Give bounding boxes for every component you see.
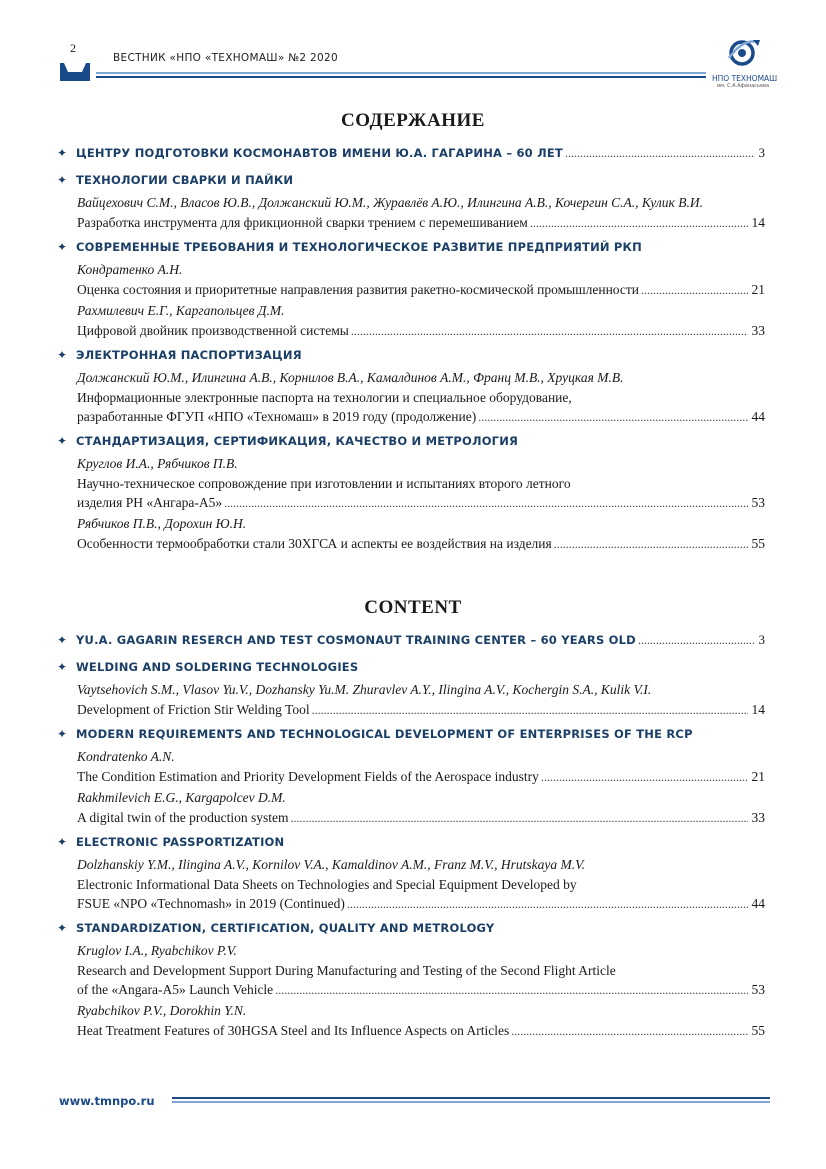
entry-title-line [77, 213, 765, 233]
page-ref: 33 [751, 323, 765, 338]
entry-title-line [77, 534, 765, 554]
leader-dots [290, 809, 747, 828]
entry-title-line [77, 280, 765, 300]
section-title: MODERN REQUIREMENTS AND TECHNOLOGICAL DEVELOPMENT OF ENTERPRISES OF THE RCP [76, 727, 693, 741]
entry-title-line: Научно-техническое сопровождение при изготовлении и испытаниях второго летного [77, 476, 571, 491]
entry-authors: Рахмилевич Е.Г., Каргапольцев Д.М. [77, 303, 285, 318]
entry-authors: Vaytsehovich S.M., Vlasov Yu.V., Dozhansky Yu.M. Zhuravlev A.Y., Ilingina A.V., Kochergin S.A., Kulik V.I. [77, 682, 652, 697]
entry-title-line [77, 808, 765, 828]
toc-entry[interactable] [57, 1001, 765, 1041]
toc-top-item[interactable] [57, 145, 765, 163]
leader-dots [641, 281, 748, 300]
toc-top-item[interactable] [57, 632, 765, 650]
entry-authors: Кондратенко А.Н. [77, 262, 183, 277]
star-bullet-icon: ✦ [57, 921, 68, 935]
entry-authors: Круглов И.А., Рябчиков П.В. [77, 456, 238, 471]
leader-dots [565, 146, 755, 161]
entry-title-line [77, 321, 765, 341]
page-ref: 14 [751, 702, 765, 717]
section-title: STANDARDIZATION, CERTIFICATION, QUALITY AND METROLOGY [76, 921, 495, 935]
entry-title-text: Heat Treatment Features of 30HGSA Steel and Its Influence Aspects on Articles [77, 1023, 510, 1038]
star-bullet-icon: ✦ [57, 348, 68, 362]
entry-title-line [77, 407, 765, 427]
entry-authors: Kondratenko A.N. [77, 749, 175, 764]
toc-section-heading [57, 660, 765, 678]
entry-title-text: A digital twin of the production system [77, 810, 289, 825]
leader-dots [347, 895, 748, 914]
contents-title-ru: СОДЕРЖАНИЕ [341, 110, 485, 131]
page-ref: 14 [751, 215, 765, 230]
section-title: СТАНДАРТИЗАЦИЯ, СЕРТИФИКАЦИЯ, КАЧЕСТВО И МЕТРОЛОГИЯ [76, 434, 519, 448]
section-title: ELECTRONIC PASSPORTIZATION [76, 835, 285, 849]
toc-top-item-title: YU.A. GAGARIN RESERCH AND TEST COSMONAUT TRAINING CENTER – 60 YEARS OLD [76, 633, 636, 647]
section-title: WELDING AND SOLDERING TECHNOLOGIES [76, 660, 359, 674]
entry-authors: Вайцехович С.М., Власов Ю.В., Должанский Ю.М., Журавлёв А.Ю., Илингина А.В., Кочергин С.А., Кулик В.И. [77, 195, 703, 210]
entry-title-line: Информационные электронные паспорта на технологии и специальное оборудование, [77, 390, 572, 405]
star-bullet-icon: ✦ [57, 146, 68, 160]
page-ref: 44 [751, 896, 765, 911]
toc-section-heading [57, 173, 765, 191]
leader-dots [351, 322, 748, 341]
entry-authors: Rakhmilevich E.G., Kargapolcev D.M. [77, 790, 286, 805]
toc-entry[interactable] [57, 193, 765, 233]
table-of-contents-en [57, 632, 765, 1048]
page-ref: 55 [751, 1023, 765, 1038]
toc-entry[interactable] [57, 260, 765, 300]
entry-title-line [77, 1021, 765, 1041]
toc-top-item-title: ЦЕНТРУ ПОДГОТОВКИ КОСМОНАВТОВ ИМЕНИ Ю.А. ГАГАРИНА – 60 ЛЕТ [76, 146, 563, 160]
star-bullet-icon: ✦ [57, 240, 68, 254]
entry-authors: Kruglov I.A., Ryabchikov P.V. [77, 943, 237, 958]
toc-section-heading [57, 240, 765, 258]
toc-entry[interactable] [57, 680, 765, 720]
toc-entry[interactable] [57, 368, 765, 427]
toc-entry[interactable] [57, 454, 765, 513]
page-ref: 3 [758, 145, 765, 160]
section-title: СОВРЕМЕННЫЕ ТРЕБОВАНИЯ И ТЕХНОЛОГИЧЕСКОЕ РАЗВИТИЕ ПРЕДПРИЯТИЙ РКП [76, 240, 642, 254]
entry-title-text: The Condition Estimation and Priority Development Fields of the Aerospace industry [77, 769, 539, 784]
entry-title-line [77, 767, 765, 787]
star-bullet-icon: ✦ [57, 173, 68, 187]
leader-dots [224, 494, 747, 513]
entry-title-text: FSUE «NPO «Technomash» in 2019 (Continued) [77, 896, 345, 911]
star-bullet-icon: ✦ [57, 434, 68, 448]
leader-dots [530, 214, 748, 233]
entry-title-line [77, 980, 765, 1000]
footer-url-link[interactable]: www.tmnpo.ru [59, 1094, 155, 1108]
entry-title-text: Оценка состояния и приоритетные направления развития ракетно-космической промышленности [77, 282, 639, 297]
entry-title-line [77, 493, 765, 513]
page-ref: 55 [751, 536, 765, 551]
entry-title-line: Electronic Informational Data Sheets on Technologies and Special Equipment Developed by [77, 877, 577, 892]
page-ref: 21 [751, 769, 765, 784]
section-title: ЭЛЕКТРОННАЯ ПАСПОРТИЗАЦИЯ [76, 348, 302, 362]
leader-dots [554, 535, 748, 554]
leader-dots [312, 701, 748, 720]
page-ref: 53 [751, 495, 765, 510]
journal-title: ВЕСТНИК «НПО «ТЕХНОМАШ» №2 2020 [113, 52, 338, 64]
toc-entry[interactable] [57, 747, 765, 787]
toc-entry[interactable] [57, 301, 765, 341]
leader-dots [511, 1022, 747, 1041]
leader-dots [275, 981, 747, 1000]
entry-title-text: Разработка инструмента для фрикционной сварки трением с перемешиванием [77, 215, 528, 230]
star-bullet-icon: ✦ [57, 660, 68, 674]
leader-dots [638, 633, 755, 648]
logo-emblem-icon [723, 36, 763, 68]
entry-authors: Ryabchikov P.V., Dorokhin Y.N. [77, 1003, 247, 1018]
logo-subtitle: им. С.А.Афанасьева [716, 83, 770, 89]
entry-authors: Dolzhanskiy Y.M., Ilingina A.V., Kornilov V.A., Kamaldinov A.M., Franz M.V., Hrutskaya M.V. [77, 857, 586, 872]
entry-authors: Рябчиков П.В., Дорохин Ю.Н. [77, 516, 247, 531]
contents-title-en: CONTENT [364, 597, 462, 618]
entry-title-line: Research and Development Support During Manufacturing and Testing of the Second Flight Article [77, 963, 616, 978]
entry-title-text: изделия РН «Ангара-А5» [77, 495, 223, 510]
footer-rule [172, 1097, 770, 1105]
toc-entry[interactable] [57, 855, 765, 914]
corner-mark-icon [60, 63, 90, 81]
page-ref: 33 [751, 810, 765, 825]
toc-section-heading [57, 727, 765, 745]
entry-title-text: Особенности термообработки стали 30ХГСА и аспекты ее воздействия на изделия [77, 536, 552, 551]
leader-dots [478, 408, 747, 427]
entry-title-text: разработанные ФГУП «НПО «Техномаш» в 2019 году (продолжение) [77, 409, 477, 424]
toc-section-heading [57, 434, 765, 452]
entry-title-line [77, 894, 765, 914]
entry-title-text: Цифровой двойник производственной системы [77, 323, 349, 338]
toc-entry[interactable] [57, 788, 765, 828]
toc-entry[interactable] [57, 941, 765, 1000]
page-ref: 3 [758, 632, 765, 647]
entry-title-text: Development of Friction Stir Welding Tool [77, 702, 310, 717]
leader-dots [541, 768, 748, 787]
section-title: ТЕХНОЛОГИИ СВАРКИ И ПАЙКИ [76, 173, 294, 187]
toc-section-heading [57, 921, 765, 939]
page-ref: 53 [751, 982, 765, 997]
table-of-contents-ru [57, 145, 765, 561]
company-logo [712, 36, 778, 89]
entry-title-line [77, 700, 765, 720]
page-ref: 21 [751, 282, 765, 297]
entry-title-text: of the «Angara-A5» Launch Vehicle [77, 982, 274, 997]
header-rule [96, 72, 706, 80]
page-number: 2 [70, 41, 76, 55]
star-bullet-icon: ✦ [57, 633, 68, 647]
toc-section-heading [57, 348, 765, 366]
logo-name: НПО ТЕХНОМАШ [712, 74, 778, 83]
entry-authors: Должанский Ю.М., Илингина А.В., Корнилов В.А., Камалдинов А.М., Франц М.В., Хруцкая М.В. [77, 370, 624, 385]
page-ref: 44 [751, 409, 765, 424]
toc-section-heading [57, 835, 765, 853]
star-bullet-icon: ✦ [57, 727, 68, 741]
toc-entry[interactable] [57, 514, 765, 554]
star-bullet-icon: ✦ [57, 835, 68, 849]
